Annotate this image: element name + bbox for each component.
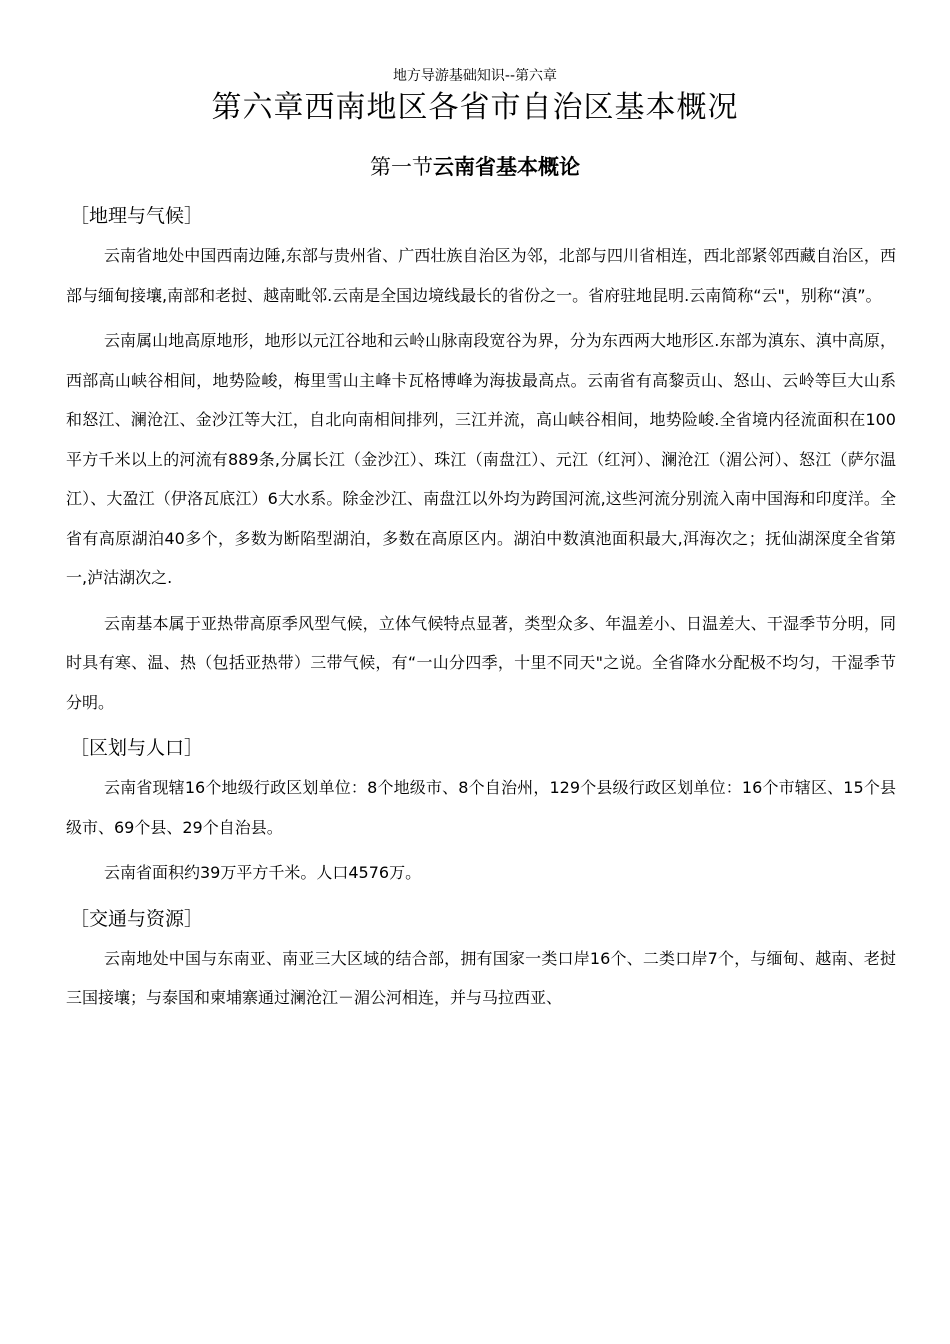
section-name: 云南省基本概论 [433, 155, 580, 179]
paragraph: 云南地处中国与东南亚、南亚三大区域的结合部，拥有国家一类口岸16个、二类口岸7个，与缅甸、越南、老挝三国接壤；与泰国和柬埔寨通过澜沧江－湄公河相连，并与马拉西亚、 [66, 948, 896, 1007]
section-division-population [66, 728, 896, 893]
document-body [66, 196, 896, 1024]
section-transport-resources [66, 899, 896, 1018]
section-title [0, 150, 950, 184]
section-heading: ［区划与人口］ [70, 737, 204, 759]
section-heading: ［地理与气候］ [70, 205, 204, 227]
section-heading: ［交通与资源］ [70, 907, 204, 930]
section-number: 第一节 [370, 155, 433, 179]
paragraph: 云南基本属于亚热带高原季风型气候，立体气候特点显著，类型众多、年温差小、日温差大、干湿季节分明，同时具有寒、温、热（包括亚热带）三带气候，有“一山分四季，十里不同天"之说。全省降水分配极不均匀，干湿季节分明。 [66, 613, 896, 712]
chapter-title: 第六章西南地区各省市自治区基本概况 [211, 90, 739, 125]
paragraph: 云南省现辖16个地级行政区划单位：8个地级市、8个自治州，129个县级行政区划单位：16个市辖区、15个县级市、69个县、29个自治县。 [66, 778, 896, 837]
paragraph: 云南省面积约39万平方千米。人口4576万。 [104, 863, 422, 882]
paragraph: 云南属山地高原地形，地形以元江谷地和云岭山脉南段宽谷为界，分为东西两大地形区.东部为滇东、滇中高原，西部高山峡谷相间，地势险峻，梅里雪山主峰卡瓦格博峰为海拔最高点。云南省有高黎贡山、怒山、云岭等巨大山系和怒江、澜沧江、金沙江等大江，自北向南相间排列，三江并流，高山峡谷相间，地势险峻.全省境内径流面积在100平方千米以上的河流有889条,分属长江（金沙江）、珠江（南盘江）、元江（红河）、澜沧江（湄公河）、怒江（萨尔温江）、大盈江（伊洛瓦底江）6大水系。除金沙江、南盘江以外均为跨国河流,这些河流分别流入南中国海和印度洋。全省有高原湖泊40多个，多数为断陷型湖泊，多数在高原区内。湖泊中数滇池面积最大,洱海次之；抚仙湖深度全省第一,泸沽湖次之. [66, 331, 896, 587]
section-geography-climate [66, 196, 896, 722]
running-header: 地方导游基础知识--第六章 [392, 68, 558, 84]
paragraph: 云南省地处中国西南边陲,东部与贵州省、广西壮族自治区为邻，北部与四川省相连，西北部紧邻西藏自治区，西部与缅甸接壤,南部和老挝、越南毗邻.云南是全国边境线最长的省份之一。省府驻地昆明.云南简称“云"，别称“滇”。 [66, 246, 896, 305]
